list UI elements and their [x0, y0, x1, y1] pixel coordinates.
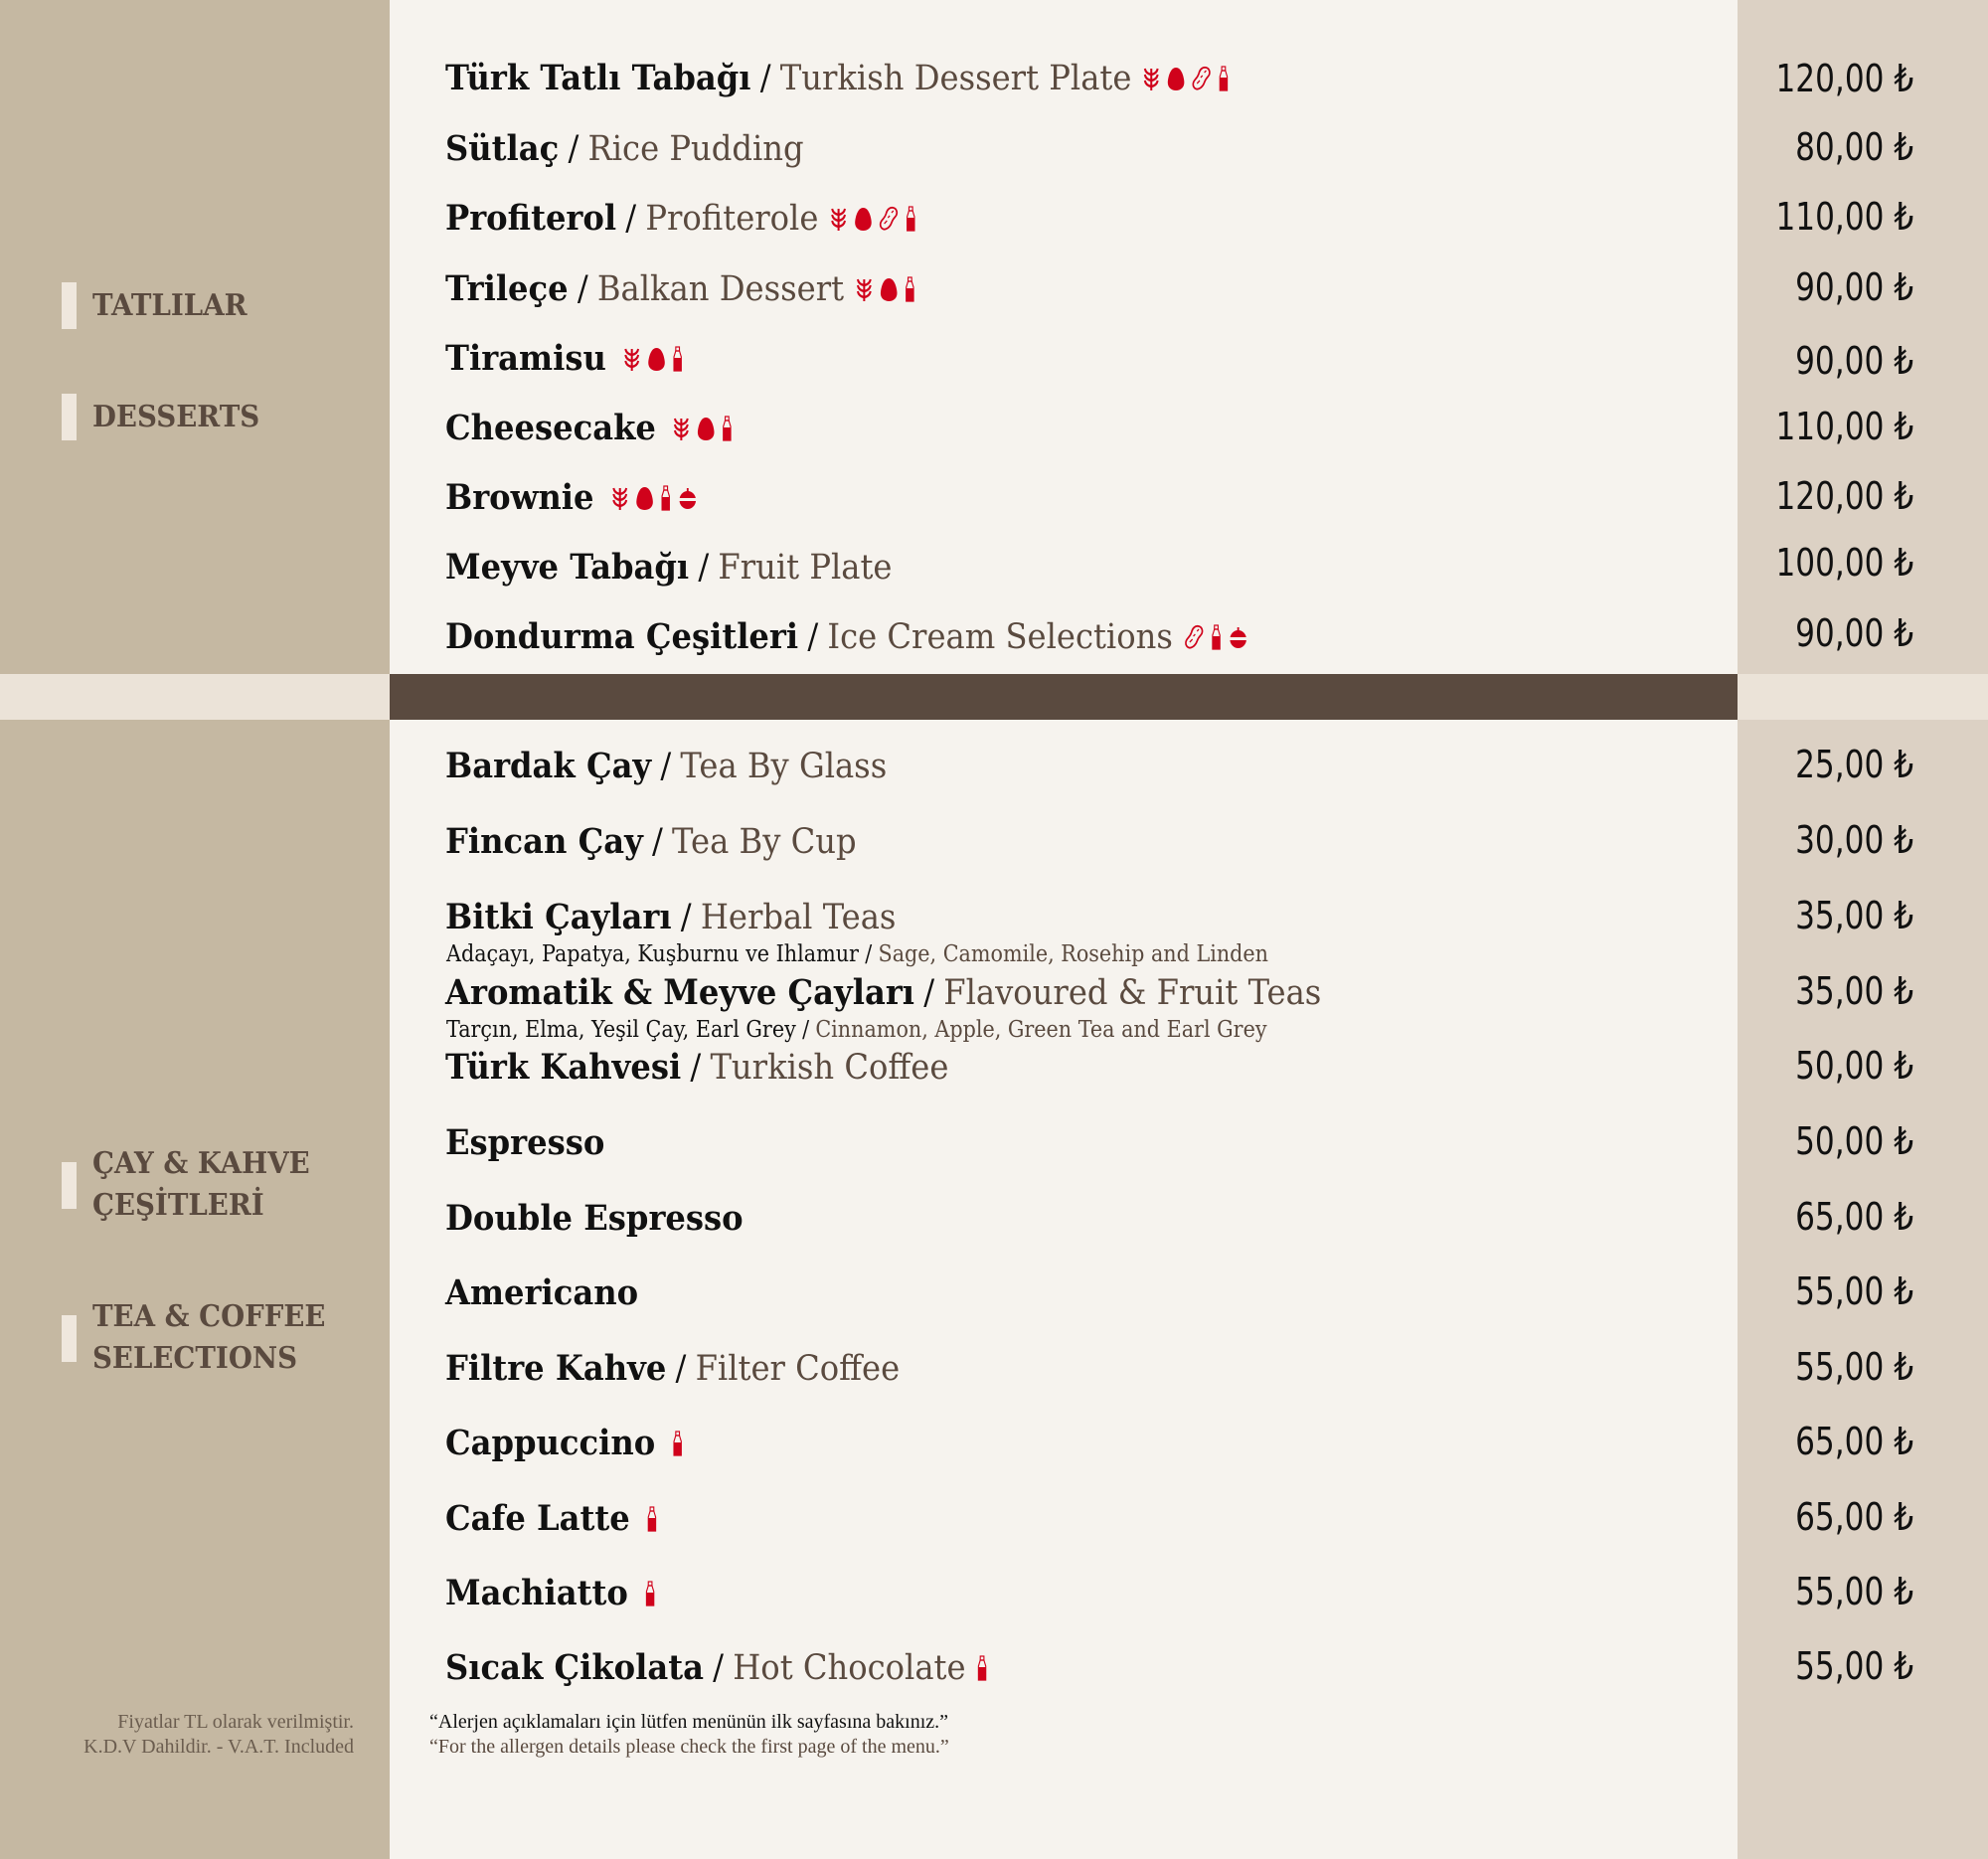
- egg-icon: [854, 206, 872, 232]
- gluten-icon: [1142, 66, 1160, 91]
- name-separator: /: [923, 973, 935, 1013]
- menu-item: [445, 199, 916, 239]
- egg-icon: [697, 416, 715, 441]
- item-name-tr: Machiatto: [445, 1573, 628, 1613]
- item-name-en: Turkish Dessert Plate: [779, 59, 1132, 98]
- item-name-tr: Double Espresso: [445, 1198, 744, 1239]
- item-name-en: Flavoured & Fruit Teas: [943, 973, 1322, 1013]
- item-name-en: Filter Coffee: [695, 1349, 901, 1389]
- item-price: 35,00 ₺: [1795, 894, 1913, 937]
- item-name-tr: Sıcak Çikolata: [445, 1647, 704, 1688]
- milk-icon: [644, 1581, 655, 1606]
- tree-nut-icon: [677, 485, 697, 511]
- section-marker-bar: [62, 282, 77, 329]
- item-name-en: Ice Cream Selections: [827, 617, 1173, 657]
- item-name-tr: Trileçe: [445, 268, 569, 309]
- name-separator: /: [625, 199, 637, 239]
- milk-icon: [660, 485, 671, 511]
- peanut-icon: [1184, 624, 1204, 650]
- menu-item: [445, 339, 683, 379]
- item-price: 110,00 ₺: [1775, 405, 1913, 448]
- allergen-icons: [622, 346, 683, 372]
- menu-item: [445, 747, 887, 786]
- item-name-tr: Cafe Latte: [445, 1498, 630, 1539]
- item-price: 110,00 ₺: [1775, 195, 1913, 239]
- section-title-tr-line2: ÇEŞİTLERİ: [92, 1188, 264, 1223]
- description-tr: Adaçayı, Papatya, Kuşburnu ve Ihlamur: [446, 941, 859, 967]
- item-name-tr: Bardak Çay: [445, 746, 652, 786]
- section-title-tr: TATLILAR: [92, 287, 248, 323]
- section-title-en-line1: TEA & COFFEE: [92, 1299, 326, 1334]
- milk-icon: [672, 1431, 683, 1456]
- item-price: 65,00 ₺: [1795, 1195, 1913, 1239]
- item-name-tr: Türk Kahvesi: [445, 1047, 682, 1088]
- item-price: 35,00 ₺: [1795, 969, 1913, 1013]
- item-name-en: Hot Chocolate: [733, 1648, 966, 1688]
- item-name-en: Turkish Coffee: [710, 1048, 949, 1088]
- milk-icon: [672, 346, 683, 372]
- section-divider: [390, 674, 1738, 720]
- item-name-en: Tea By Cup: [672, 822, 857, 862]
- item-name-tr: Fincan Çay: [445, 821, 643, 862]
- menu-item: [445, 617, 1247, 657]
- description-separator: /: [865, 941, 873, 967]
- milk-icon: [1219, 66, 1230, 91]
- menu-item: [445, 129, 804, 169]
- item-name-tr: Brownie: [445, 477, 594, 518]
- name-separator: /: [713, 1648, 725, 1688]
- item-name-en: Herbal Teas: [700, 898, 897, 937]
- section-divider-right: [1738, 674, 1988, 720]
- item-price: 120,00 ₺: [1775, 57, 1913, 100]
- section-marker-bar: [62, 394, 77, 440]
- allergen-icons: [977, 1655, 988, 1681]
- section-title-tr: [92, 1143, 329, 1227]
- menu-item: [445, 822, 857, 862]
- item-name-tr: Cheesecake: [445, 408, 656, 448]
- item-price: 55,00 ₺: [1795, 1345, 1913, 1389]
- gluten-icon: [829, 206, 847, 232]
- menu-item: [445, 1048, 948, 1088]
- allergen-icons: [855, 276, 915, 302]
- menu-item: [445, 1648, 988, 1688]
- item-price: 65,00 ₺: [1795, 1495, 1913, 1539]
- item-price: 55,00 ₺: [1795, 1644, 1913, 1688]
- gluten-icon: [672, 416, 690, 441]
- allergen-icons: [644, 1581, 655, 1606]
- milk-icon: [977, 1655, 988, 1681]
- name-separator: /: [568, 129, 580, 169]
- section-title-en: DESSERTS: [92, 399, 260, 434]
- egg-icon: [880, 276, 898, 302]
- menu-item: [445, 1273, 638, 1313]
- allergen-icons: [610, 485, 697, 511]
- item-price: 55,00 ₺: [1795, 1269, 1913, 1313]
- menu-item: [445, 548, 892, 588]
- item-name-tr: Espresso: [445, 1122, 605, 1163]
- milk-icon: [906, 206, 916, 232]
- item-price: 50,00 ₺: [1795, 1044, 1913, 1088]
- description-en: Cinnamon, Apple, Green Tea and Earl Grey: [815, 1017, 1267, 1043]
- egg-icon: [1167, 66, 1185, 91]
- price-note-line2: K.D.V Dahildir. - V.A.T. Included: [83, 1736, 354, 1758]
- section-label-desserts: [62, 394, 274, 440]
- menu-item: [445, 269, 915, 309]
- section-marker-bar: [62, 1315, 77, 1362]
- price-note: [83, 1710, 354, 1760]
- section-divider-left: [0, 674, 390, 720]
- item-price: 120,00 ₺: [1775, 474, 1913, 518]
- item-name-tr: Türk Tatlı Tabağı: [445, 58, 751, 98]
- item-name-tr: Meyve Tabağı: [445, 547, 690, 588]
- item-name-tr: Filtre Kahve: [445, 1348, 667, 1389]
- left-category-panel: [0, 0, 390, 1859]
- description-en: Sage, Camomile, Rosehip and Linden: [878, 941, 1269, 967]
- allergen-icons: [672, 1431, 683, 1456]
- egg-icon: [647, 346, 665, 372]
- item-name-tr: Americano: [445, 1272, 639, 1313]
- description-separator: /: [802, 1017, 810, 1043]
- menu-item: [445, 1199, 744, 1239]
- menu-item: [445, 1499, 657, 1539]
- menu-item: [445, 1349, 900, 1389]
- item-name-tr: Profiterol: [445, 198, 617, 239]
- name-separator: /: [577, 269, 588, 309]
- item-price: 100,00 ₺: [1775, 541, 1913, 585]
- menu-item: [445, 898, 896, 937]
- item-price: 55,00 ₺: [1795, 1570, 1913, 1613]
- item-name-tr: Dondurma Çeşitleri: [445, 616, 799, 657]
- section-marker-bar: [62, 1162, 77, 1209]
- item-name-tr: Tiramisu: [445, 338, 606, 379]
- gluten-icon: [622, 346, 640, 372]
- menu-item: [445, 973, 1321, 1013]
- item-name-tr: Bitki Çayları: [445, 897, 672, 937]
- item-price: 25,00 ₺: [1795, 743, 1913, 786]
- milk-icon: [1211, 624, 1222, 650]
- milk-icon: [646, 1506, 657, 1532]
- item-price: 50,00 ₺: [1795, 1119, 1913, 1163]
- price-note-line1: Fiyatlar TL olarak verilmiştir.: [117, 1711, 354, 1733]
- name-separator: /: [759, 59, 771, 98]
- name-separator: /: [807, 617, 819, 657]
- section-title-tr-line1: ÇAY & KAHVE: [92, 1146, 310, 1181]
- item-price: 90,00 ₺: [1795, 265, 1913, 309]
- allergen-icons: [672, 416, 733, 441]
- name-separator: /: [690, 1048, 702, 1088]
- menu-item: [445, 478, 697, 518]
- egg-icon: [635, 485, 653, 511]
- item-price: 30,00 ₺: [1795, 818, 1913, 862]
- item-name-tr: Cappuccino: [445, 1423, 656, 1463]
- section-title-en: [92, 1296, 346, 1380]
- milk-icon: [905, 276, 915, 302]
- item-price: 80,00 ₺: [1795, 125, 1913, 169]
- menu-item: [445, 409, 733, 448]
- milk-icon: [722, 416, 733, 441]
- item-name-tr: Sütlaç: [445, 128, 560, 169]
- tree-nut-icon: [1228, 624, 1247, 650]
- menu-item: [445, 1424, 683, 1463]
- item-name-en: Fruit Plate: [718, 548, 893, 588]
- gluten-icon: [855, 276, 873, 302]
- item-description: [446, 1017, 1267, 1043]
- menu-item: [445, 59, 1230, 98]
- section-label-cay-kahve: [62, 1143, 329, 1227]
- allergen-note-en: “For the allergen details please check the first page of the menu.”: [429, 1736, 949, 1758]
- item-name-en: Tea By Glass: [680, 747, 888, 786]
- menu-item: [445, 1123, 604, 1163]
- section-label-tatlilar: [62, 282, 260, 329]
- item-price: 90,00 ₺: [1795, 611, 1913, 655]
- allergen-icons: [1184, 624, 1247, 650]
- allergen-note: [429, 1710, 949, 1760]
- item-name-tr: Aromatik & Meyve Çayları: [445, 972, 915, 1013]
- name-separator: /: [675, 1349, 687, 1389]
- name-separator: /: [652, 822, 663, 862]
- gluten-icon: [610, 485, 628, 511]
- item-price: 90,00 ₺: [1795, 339, 1913, 383]
- description-tr: Tarçın, Elma, Yeşil Çay, Earl Grey: [446, 1017, 796, 1043]
- name-separator: /: [680, 898, 692, 937]
- item-name-en: Rice Pudding: [587, 129, 804, 169]
- item-name-en: Balkan Dessert: [596, 269, 845, 309]
- peanut-icon: [879, 206, 899, 232]
- menu-item: [445, 1574, 655, 1613]
- name-separator: /: [698, 548, 710, 588]
- allergen-icons: [646, 1506, 657, 1532]
- peanut-icon: [1192, 66, 1212, 91]
- name-separator: /: [660, 747, 672, 786]
- allergen-icons: [829, 206, 915, 232]
- section-label-tea-coffee: [62, 1296, 346, 1380]
- item-name-en: Profiterole: [645, 199, 819, 239]
- allergen-note-tr: “Alerjen açıklamaları için lütfen menünün ilk sayfasına bakınız.”: [429, 1711, 949, 1733]
- allergen-icons: [1142, 66, 1229, 91]
- item-description: [446, 941, 1268, 967]
- section-title-en-line2: SELECTIONS: [92, 1341, 298, 1376]
- item-price: 65,00 ₺: [1795, 1420, 1913, 1463]
